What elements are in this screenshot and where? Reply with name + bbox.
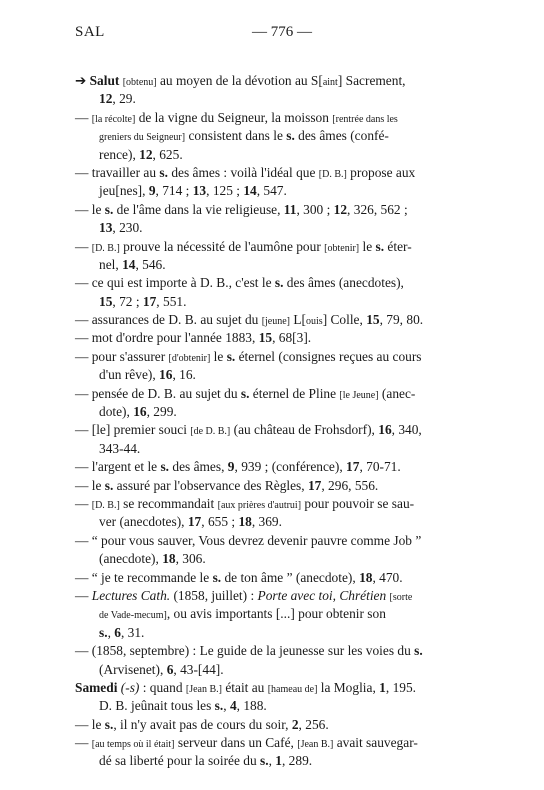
entry-text: ver (anecdotes), [99,514,188,530]
entry-text: — [le] premier souci [75,422,191,438]
entry-first-line [0,679,544,697]
bold-text: 18 [238,514,252,530]
entry-text: — (1858, septembre) : Le guide de la jeunesse sur les voies du [75,643,415,659]
entry-text: d'un rêve), [99,367,160,383]
entry-text: , 230. [112,220,143,236]
entry-text: — [75,587,92,603]
entry-text: , 195. [385,679,417,695]
italic-text: (-s) [120,679,140,695]
small-bracket-text: [la récolte] [91,113,136,125]
bold-text: Salut [89,73,120,88]
index-entry [0,109,544,164]
entry-text: , 306. [175,551,206,567]
small-bracket-text: [hameau de] [267,683,318,695]
entry-first-line [0,72,544,90]
bold-text: 16 [378,422,392,438]
small-bracket-text: [sorte [389,591,413,603]
entry-text: , [107,624,115,640]
entry-text: prouve la nécessité de l'aumône pour [119,238,325,254]
entry-continuation-line [0,293,544,311]
bold-text: s. [274,275,284,291]
index-entry [0,458,544,476]
index-entry [0,679,544,716]
entry-text: assuré par l'observance des Règles, [113,477,308,493]
entry-text: — le [75,477,105,493]
entry-text: était au [221,679,268,695]
entry-text: des âmes, [169,459,228,475]
bold-text: 16 [159,367,173,383]
bold-text: 11 [283,201,297,217]
entry-text: de l'âme dans la vie religieuse, [113,201,284,217]
bold-text: 12 [99,91,113,107]
entry-text: — “ pour vous sauver, Vous devrez devenir pauvre comme Job ” [75,532,422,548]
entry-first-line [0,458,544,476]
entry-continuation-line [0,513,544,531]
entry-text: ➔ [75,73,90,88]
bold-text: 2 [291,716,299,732]
entry-text: , 188. [236,698,267,714]
bold-text: 13 [192,183,207,199]
entry-text: — [75,109,92,125]
entry-text: D. B. jeûnait tous les [99,698,215,714]
bold-text: 17 [307,477,322,493]
index-entry [0,348,544,385]
entry-text: , il n'y avait pas de cours du soir, [113,716,292,732]
bold-text: 17 [187,514,202,530]
entry-text: , 70-71. [359,459,401,475]
entry-continuation-line [0,90,544,108]
entry-text: dote), [99,404,134,420]
small-bracket-text: ouis [306,316,323,328]
entry-text: — [75,495,92,511]
entry-first-line [0,329,544,347]
entry-first-line [0,477,544,495]
entry-text: rence), [99,146,140,162]
entry-text: au moyen de la dévotion au S[ [156,73,323,88]
entry-first-line [0,164,544,182]
index-entry [0,201,544,238]
entry-first-line [0,532,544,550]
entry-text: — le [75,201,105,217]
entry-continuation-line [0,146,544,164]
entry-text: , ou avis importants [...] pour obtenir son [166,606,386,622]
entry-text: (1858, juillet) : [170,587,258,603]
entry-text: (anecdote), [99,551,163,567]
entry-text: nel, [99,256,123,272]
bold-text: 6 [114,624,121,640]
entry-text: propose aux [346,164,416,180]
entry-text: 343-44. [99,440,141,456]
entry-text: de ton âme ” (anecdote), [221,569,360,585]
entry-text: , 470. [372,569,403,585]
bold-text: 18 [162,551,176,567]
entry-text: , 125 ; [206,183,244,199]
bold-text: s. [226,348,236,364]
entry-text: , 547. [256,183,287,199]
entry-text: , 43-[44]. [173,661,224,677]
entry-text: avait sauvegar- [333,735,418,751]
bold-text: s. [160,459,170,475]
bold-text: 4 [229,698,237,714]
entry-text: , 289. [281,753,313,769]
bold-text: 16 [133,404,147,420]
entry-continuation-line [0,697,544,715]
entry-text: , 68[3]. [272,330,312,346]
small-bracket-text: [de D. B.] [190,426,231,438]
entry-text: — l'argent et le [75,459,161,475]
index-entry [0,587,544,642]
entry-first-line [0,569,544,587]
entry-text: éternel (consignes reçues au cours [235,348,422,364]
bold-text: 9 [227,459,235,475]
entry-text: pour pouvoir se sau- [301,495,415,511]
small-bracket-text: aint [322,77,338,88]
entry-text: , 625. [152,146,183,162]
index-entry [0,642,544,679]
index-entry [0,164,544,201]
bold-text: 15 [99,293,113,309]
entry-text: , 79, 80. [379,312,424,328]
entry-text: — “ je te recommande le [75,569,213,585]
index-entry [0,385,544,422]
page-number: — 776 — [252,24,312,40]
index-entry [0,329,544,347]
entry-text: ] Colle, [322,312,367,328]
index-entry [0,311,544,329]
index-entry [0,734,544,771]
entry-text: des âmes (anecdotes), [283,275,404,291]
entry-text: , 546. [135,256,166,272]
bold-text: 9 [148,183,156,199]
small-bracket-text: [le Jeune] [339,389,379,401]
entry-text: des âmes : voilà l'idéal que [167,164,319,180]
entry-text: L[ [290,312,307,328]
entry-text: , 939 ; (conférence), [234,459,347,475]
entry-text: , 31. [120,624,145,640]
entry-text: , 714 ; [155,183,193,199]
entry-text: des âmes (confé- [294,128,389,144]
entry-continuation-line [0,661,544,679]
entry-text: (au château de Frohsdorf), [230,422,379,438]
index-entry [0,477,544,495]
entry-text: — [75,735,92,751]
entry-text: , 340, [391,422,422,438]
bold-text: 13 [99,220,113,236]
index-entry [0,495,544,532]
entry-text: , 16. [172,367,196,383]
entry-text: serveur dans un Café, [174,735,298,751]
entry-text: — pour s'assurer [75,348,169,364]
small-bracket-text: [D. B.] [91,242,120,254]
entry-text: — ce qui est importe à D. B., c'est le [75,275,275,291]
entry-text: , 300 ; [296,201,334,217]
bold-text: 14 [243,183,257,199]
italic-text: Porte avec toi, Chrétien [257,587,387,603]
entry-text: se recommandait [119,495,218,511]
bold-text: 6 [166,661,174,677]
entry-text: ] Sacrement, [337,73,406,88]
entry-continuation-line [0,127,544,145]
entry-first-line [0,734,544,752]
bold-text: s. [104,716,114,732]
entry-first-line [0,587,544,605]
entry-text: — mot d'ordre pour l'année 1883, [75,330,259,346]
bold-text: Samedi [75,679,118,695]
entry-continuation-line [0,440,544,458]
bold-text: s. [159,164,168,180]
small-bracket-text: [rentrée dans les [332,113,398,125]
bold-text: s. [99,624,108,640]
bold-text: s. [214,698,224,714]
small-bracket-text: [obtenu] [122,77,157,88]
bold-text: 12 [139,146,153,162]
small-bracket-text: [Jean B.] [297,739,334,751]
entry-text: éter- [384,238,412,254]
bold-text: 1 [379,679,386,695]
entry-text: , 72 ; [112,293,143,309]
bold-text: s. [212,569,222,585]
entry-first-line [0,311,544,329]
entry-text: (Arvisenet), [99,661,167,677]
bold-text: 17 [142,293,157,309]
small-bracket-text: [au temps où il était] [91,739,175,751]
entry-text: , 551. [156,293,187,309]
entry-first-line [0,716,544,734]
entry-text: , 655 ; [201,514,239,530]
running-head: SAL [75,24,105,40]
entry-continuation-line [0,550,544,568]
small-bracket-text: [aux prières d'autrui] [217,499,302,511]
entry-text: la Moglia, [317,679,380,695]
entry-text: de la vigne du Seigneur, la moisson [135,109,333,125]
small-bracket-text: [D. B.] [91,499,120,511]
index-entry [0,716,544,734]
bold-text: s. [240,385,250,401]
small-bracket-text: de Vade-mecum] [99,610,167,622]
entry-text: , [223,698,230,714]
entry-first-line [0,348,544,366]
index-entry [0,421,544,458]
entry-first-line [0,642,544,660]
entry-continuation-line [0,605,544,623]
italic-text: Lectures Cath. [91,587,171,603]
entry-text: , 369. [251,514,282,530]
bold-text: 17 [346,459,360,475]
entry-first-line [0,421,544,439]
entry-continuation-line [0,182,544,200]
entry-continuation-line [0,403,544,421]
entry-text: — assurances de D. B. au sujet du [75,312,262,328]
entry-continuation-line [0,752,544,770]
page-header [0,24,544,44]
entry-text: consistent dans le [185,128,287,144]
entry-text: jeu[nes], [99,183,149,199]
entry-continuation-line [0,219,544,237]
bold-text: 1 [275,753,282,769]
entry-first-line [0,238,544,256]
small-bracket-text: [obtenir] [324,242,360,254]
entry-text: : quand [139,679,186,695]
entry-first-line [0,274,544,292]
bold-text: 14 [122,256,136,272]
bold-text: s. [286,128,295,144]
small-bracket-text: [Jean B.] [185,683,222,695]
entry-text: le [210,348,227,364]
entry-text: , 299. [146,404,177,420]
entry-text: — travailler au [75,164,160,180]
entry-text: , [268,753,276,769]
bold-text: s. [375,238,385,254]
entry-text: , 296, 556. [321,477,379,493]
entry-text: — [75,238,92,254]
bold-text: 15 [366,312,380,328]
entry-text: , 256. [298,716,329,732]
entry-first-line [0,109,544,127]
entry-text: , 326, 562 ; [347,201,408,217]
index-entries [0,72,544,771]
bold-text: 18 [359,569,373,585]
entry-text: le [359,238,376,254]
bold-text: s. [104,201,114,217]
entry-text: dé sa liberté pour la soirée du [99,753,261,769]
entry-first-line [0,495,544,513]
entry-text: éternel de Pline [249,385,340,401]
index-entry [0,238,544,275]
bold-text: s. [260,753,269,769]
small-bracket-text: [d'obtenir] [168,352,211,364]
entry-text: — le [75,716,105,732]
entry-continuation-line [0,366,544,384]
entry-continuation-line [0,256,544,274]
index-entry [0,532,544,569]
bold-text: 12 [333,201,348,217]
bold-text: s. [104,477,114,493]
entry-text: (anec- [378,385,416,401]
entry-continuation-line [0,624,544,642]
entry-first-line [0,385,544,403]
index-entry [0,274,544,311]
small-bracket-text: [jeune] [261,316,291,328]
entry-first-line [0,201,544,219]
index-entry [0,72,544,109]
bold-text: s. [414,643,423,659]
entry-text: , 29. [112,91,136,107]
small-bracket-text: [D. B.] [318,168,347,180]
small-bracket-text: greniers du Seigneur] [99,132,186,144]
index-entry [0,569,544,587]
entry-text: — pensée de D. B. au sujet du [75,385,241,401]
bold-text: 15 [258,330,273,346]
